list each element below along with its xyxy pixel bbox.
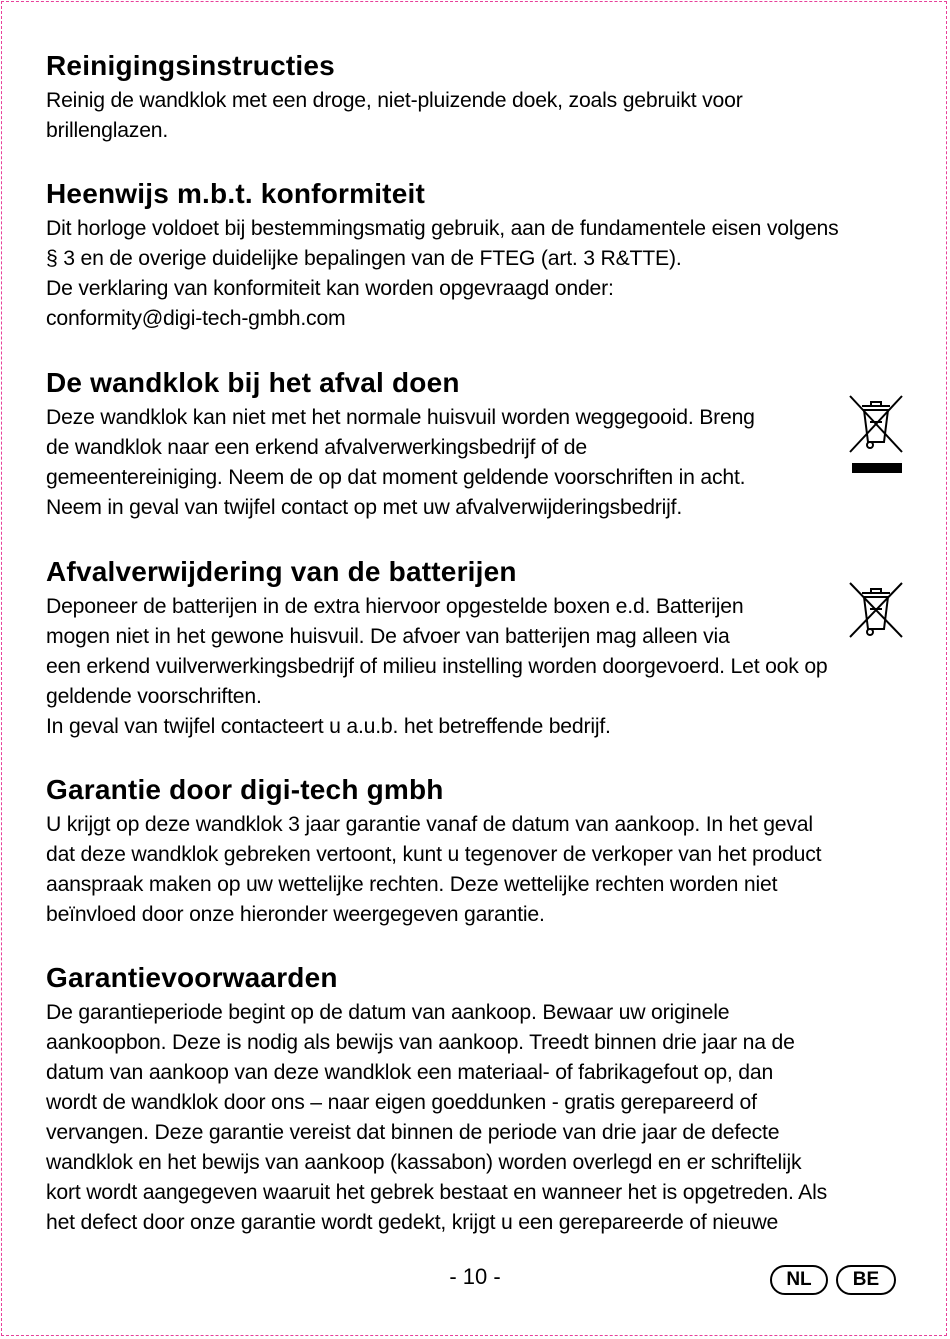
- heading-conformity: Heenwijs m.b.t. konformiteit: [46, 178, 425, 209]
- heading-warranty: Garantie door digi-tech gmbh: [46, 774, 444, 805]
- text-line: datum van aankoop van deze wandklok een materiaal- of fabrikagefout op, dan: [46, 1061, 774, 1084]
- text-line: U krijgt op deze wandklok 3 jaar garantie vanaf de datum van aankoop. In het geval: [46, 813, 813, 836]
- text-line: Dit horloge voldoet bij bestemmingsmatig gebruik, aan de fundamentele eisen volgens: [46, 217, 839, 240]
- text-line: Neem in geval van twijfel contact op met uw afvalverwijderingsbedrijf.: [46, 496, 683, 519]
- text-line: mogen niet in het gewone huisvuil. De afvoer van batterijen mag alleen via: [46, 625, 730, 648]
- paragraph-warranty: [46, 810, 906, 930]
- text-line: geldende voorschriften.: [46, 685, 262, 708]
- paragraph-warranty-conditions: [46, 998, 906, 1238]
- text-line: brillenglazen.: [46, 119, 169, 142]
- text-line: wandklok en het bewijs van aankoop (kassabon) worden overlegd en er schriftelijk: [46, 1151, 802, 1174]
- text-line: Deze wandklok kan niet met het normale huisvuil worden weggegooid. Breng: [46, 406, 755, 429]
- text-line: het defect door onze garantie wordt gedekt, krijgt u een gerepareerde of nieuwe: [46, 1211, 779, 1234]
- text-line: vervangen. Deze garantie vereist dat binnen de periode van drie jaar de defecte: [46, 1121, 780, 1144]
- heading-batteries: Afvalverwijdering van de batterijen: [46, 556, 517, 587]
- text-line: wordt de wandklok door ons – naar eigen goeddunken - gratis gerepareerd of: [46, 1091, 757, 1114]
- text-line: een erkend vuilverwerkingsbedrijf of milieu instelling worden doorgevoerd. Let ook op: [46, 655, 828, 678]
- conformity-email: conformity@digi-tech-gmbh.com: [46, 307, 346, 330]
- weee-bin-icon: [846, 392, 906, 476]
- language-badge-nl: NL: [770, 1265, 828, 1295]
- paragraph-batteries: [46, 592, 906, 742]
- section-disposal: [46, 367, 906, 523]
- section-warranty-conditions: [46, 962, 906, 1238]
- heading-cleaning: Reinigingsinstructies: [46, 50, 335, 81]
- paragraph-cleaning: [46, 86, 906, 146]
- text-line: De garantieperiode begint op de datum van aankoop. Bewaar uw originele: [46, 1001, 730, 1024]
- text-line: beïnvloed door onze hieronder weergegeven garantie.: [46, 903, 545, 926]
- text-line: Reinig de wandklok met een droge, niet-pluizende doek, zoals gebruikt voor: [46, 89, 743, 112]
- heading-warranty-conditions: Garantievoorwaarden: [46, 962, 338, 993]
- paragraph-conformity: [46, 214, 906, 334]
- battery-bin-icon: [846, 579, 906, 641]
- text-line: gemeentereiniging. Neem de op dat moment geldende voorschriften in acht.: [46, 466, 746, 489]
- section-conformity: [46, 178, 906, 334]
- page-number: - 10 -: [449, 1264, 501, 1289]
- text-line: De verklaring van konformiteit kan worden opgevraagd onder:: [46, 277, 614, 300]
- section-warranty: [46, 774, 906, 930]
- paragraph-disposal: [46, 403, 836, 523]
- text-line: Deponeer de batterijen in de extra hiervoor opgestelde boxen e.d. Batterijen: [46, 595, 744, 618]
- text-line: § 3 en de overige duidelijke bepalingen van de FTEG (art. 3 R&TTE).: [46, 247, 682, 270]
- language-badge-be: BE: [836, 1265, 896, 1295]
- heading-disposal: De wandklok bij het afval doen: [46, 367, 460, 398]
- section-cleaning: [46, 50, 906, 146]
- text-line: In geval van twijfel contacteert u a.u.b. het betreffende bedrijf.: [46, 715, 611, 738]
- text-line: de wandklok naar een erkend afvalverwerkingsbedrijf of de: [46, 436, 587, 459]
- text-line: kort wordt aangegeven waaruit het gebrek bestaat en wanneer het is opgetreden. Als: [46, 1181, 828, 1204]
- text-line: aankoopbon. Deze is nodig als bewijs van aankoop. Treedt binnen drie jaar na de: [46, 1031, 795, 1054]
- text-line: aanspraak maken op uw wettelijke rechten. Deze wettelijke rechten worden niet: [46, 873, 778, 896]
- text-line: dat deze wandklok gebreken vertoont, kunt u tegenover de verkoper van het product: [46, 843, 822, 866]
- section-batteries: [46, 556, 906, 742]
